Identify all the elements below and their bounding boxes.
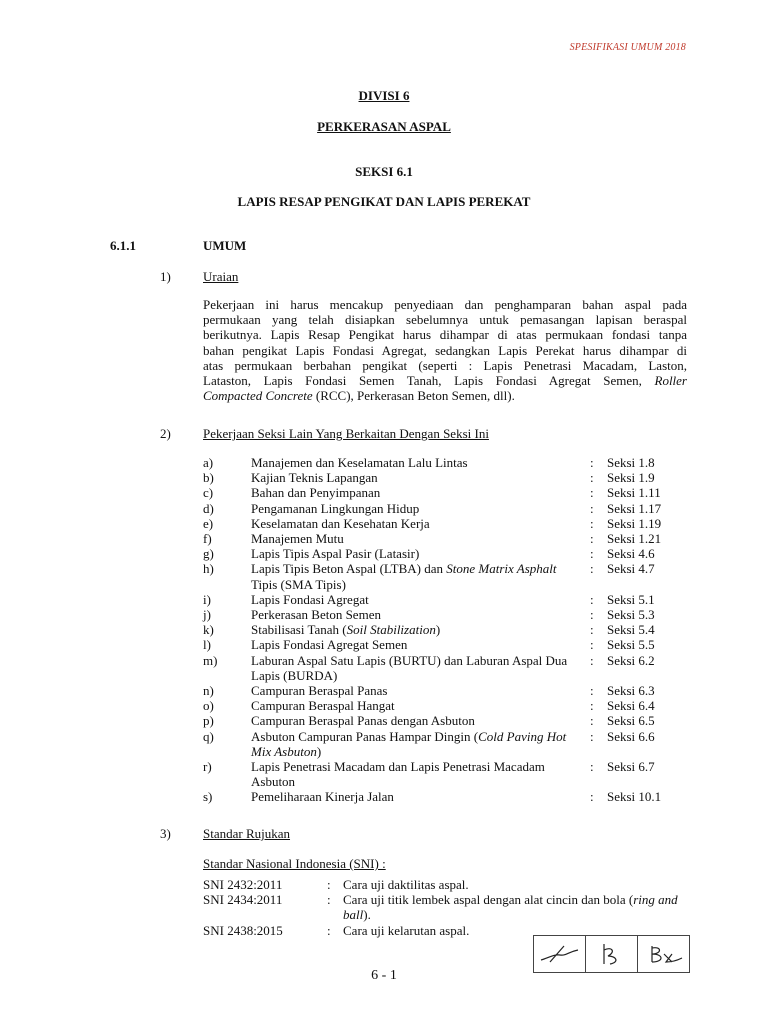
row-letter: o) (203, 698, 214, 714)
related-section-row (203, 470, 703, 485)
row-colon: : (590, 470, 594, 486)
row-section-ref: Seksi 6.5 (607, 713, 655, 729)
related-section-row (203, 683, 703, 698)
row-section-ref: Seksi 10.1 (607, 789, 662, 805)
row-colon: : (590, 500, 594, 516)
row-section-ref: Seksi 4.6 (607, 546, 655, 562)
signature-box (638, 936, 689, 972)
row-title: Lapis Tipis Aspal Pasir (Latasir) (251, 546, 420, 562)
row-letter: s) (203, 789, 213, 805)
item-number-2: 2) (160, 426, 171, 441)
row-title: Keselamatan dan Kesehatan Kerja (251, 515, 430, 531)
sni-description: Cara uji titik lembek aspal dengan alat cincin dan bola (ring and ball). (343, 892, 678, 923)
row-title: Lapis Fondasi Agregat Semen (251, 637, 408, 653)
row-title: Manajemen dan Keselamatan Lalu Lintas (251, 455, 468, 470)
related-section-row (203, 622, 703, 637)
sni-row (203, 892, 703, 922)
row-letter: l) (203, 637, 211, 653)
row-colon: : (590, 546, 594, 562)
row-letter: f) (203, 531, 212, 547)
row-colon: : (590, 698, 594, 714)
related-section-row (203, 501, 703, 516)
signature-icon (642, 940, 686, 968)
section-number: SEKSI 6.1 (355, 164, 413, 179)
row-colon: : (590, 515, 594, 531)
row-colon: : (590, 637, 594, 653)
row-section-ref: Seksi 6.4 (607, 698, 655, 714)
row-letter: e) (203, 515, 214, 531)
division-number: DIVISI 6 (358, 88, 410, 103)
sni-description: Cara uji daktilitas aspal. (343, 877, 469, 892)
related-section-row (203, 561, 703, 591)
row-title: Campuran Beraspal Panas (251, 683, 388, 699)
row-section-ref: Seksi 6.6 (607, 728, 655, 744)
row-colon: : (590, 713, 594, 729)
paragraph-line: Pekerjaan ini harus mencakup penyediaan dan penghamparan bahan aspal pada (203, 297, 687, 312)
subsection-number: 6.1.1 (110, 238, 136, 253)
paragraph-line: atas permukaan berbahan pengikat (seperti : Lapis Penetrasi Macadam, Laston, (203, 357, 687, 373)
row-title: Lapis Fondasi Agregat (251, 591, 369, 607)
row-section-ref: Seksi 6.3 (607, 683, 655, 699)
item-title-related: Pekerjaan Seksi Lain Yang Berkaitan Dengan Seksi Ini (203, 426, 489, 441)
row-letter: a) (203, 455, 214, 470)
paragraph-line: Lataston, Lapis Fondasi Semen Tanah, Lapis Fondasi Agregat Semen, Roller (203, 373, 687, 389)
related-section-row (203, 485, 703, 500)
signature-icon (590, 940, 634, 968)
row-colon: : (590, 455, 594, 470)
page-number: 6 - 1 (371, 968, 397, 983)
row-colon: : (590, 561, 594, 577)
row-title: Lapis Penetrasi Macadam dan Lapis Penetrasi Macadam Asbuton (251, 759, 545, 790)
related-section-row (203, 698, 703, 713)
related-section-row (203, 531, 703, 546)
row-section-ref: Seksi 6.7 (607, 759, 655, 775)
row-letter: n) (203, 683, 214, 699)
row-letter: d) (203, 500, 214, 516)
row-colon: : (590, 789, 594, 805)
row-section-ref: Seksi 1.19 (607, 515, 662, 531)
uraian-paragraph (203, 297, 687, 403)
row-section-ref: Seksi 1.9 (607, 470, 655, 486)
row-section-ref: Seksi 5.4 (607, 622, 655, 638)
sni-description: Cara uji kelarutan aspal. (343, 922, 470, 938)
row-title: Perkerasan Beton Semen (251, 607, 381, 623)
row-title: Kajian Teknis Lapangan (251, 470, 378, 486)
row-title: Campuran Beraspal Hangat (251, 698, 395, 714)
row-colon: : (590, 683, 594, 699)
row-letter: j) (203, 607, 211, 623)
row-colon: : (327, 922, 331, 938)
subsection-title: UMUM (203, 238, 247, 253)
row-colon: : (327, 877, 331, 892)
related-section-row (203, 653, 703, 683)
related-section-row (203, 592, 703, 607)
row-letter: m) (203, 652, 218, 668)
paragraph-line: bahan pengikat Lapis Fondasi Agregat, sedangkan Lapis Perekat harus dihampar di (203, 342, 687, 358)
signature-box (586, 936, 638, 972)
row-title: Laburan Aspal Satu Lapis (BURTU) dan Laburan Aspal Dua Lapis (BURDA) (251, 652, 568, 683)
row-letter: h) (203, 561, 214, 577)
row-section-ref: Seksi 5.5 (607, 637, 655, 653)
related-section-row (203, 789, 703, 804)
row-letter: r) (203, 759, 212, 775)
related-section-row (203, 637, 703, 652)
row-section-ref: Seksi 1.21 (607, 531, 662, 547)
sni-code: SNI 2438:2015 (203, 922, 283, 938)
row-letter: k) (203, 622, 214, 638)
sni-row (203, 877, 703, 892)
paragraph-line: berikutnya. Lapis Resap Pengikat harus dihampar di atas permukaan fondasi tanpa (203, 327, 687, 343)
related-sections-list (203, 455, 703, 805)
row-letter: p) (203, 713, 214, 729)
row-letter: g) (203, 546, 214, 562)
row-colon: : (590, 622, 594, 638)
related-section-row (203, 455, 703, 470)
related-section-row (203, 607, 703, 622)
division-title: PERKERASAN ASPAL (317, 119, 451, 134)
row-colon: : (590, 485, 594, 501)
row-title: Stabilisasi Tanah (Soil Stabilization) (251, 622, 441, 638)
related-section-row (203, 713, 703, 728)
row-section-ref: Seksi 1.8 (607, 455, 655, 470)
row-colon: : (327, 892, 331, 908)
section-title: LAPIS RESAP PENGIKAT DAN LAPIS PEREKAT (237, 194, 531, 209)
row-section-ref: Seksi 5.3 (607, 607, 655, 623)
row-title: Bahan dan Penyimpanan (251, 485, 381, 501)
row-colon: : (590, 759, 594, 775)
row-colon: : (590, 591, 594, 607)
row-title: Asbuton Campuran Panas Hampar Dingin (Cold Paving Hot Mix Asbuton) (251, 728, 567, 759)
sni-code: SNI 2434:2011 (203, 892, 283, 908)
row-colon: : (590, 531, 594, 547)
row-section-ref: Seksi 5.1 (607, 591, 655, 607)
sni-code: SNI 2432:2011 (203, 877, 283, 892)
row-section-ref: Seksi 4.7 (607, 561, 655, 577)
row-title: Lapis Tipis Beton Aspal (LTBA) dan Stone Matrix Asphalt Tipis (SMA Tipis) (251, 561, 557, 592)
row-letter: q) (203, 728, 214, 744)
related-section-row (203, 729, 703, 759)
row-colon: : (590, 607, 594, 623)
row-title: Pengamanan Lingkungan Hidup (251, 500, 420, 516)
row-colon: : (590, 652, 594, 668)
sni-list (203, 877, 703, 938)
signature-icon (538, 940, 582, 968)
signature-box (534, 936, 586, 972)
running-header: SPESIFIKASI UMUM 2018 (569, 42, 686, 53)
row-section-ref: Seksi 1.11 (607, 485, 661, 501)
item-number-1: 1) (160, 269, 171, 284)
related-section-row (203, 546, 703, 561)
sni-heading: Standar Nasional Indonesia (SNI) : (203, 856, 386, 871)
row-section-ref: Seksi 6.2 (607, 652, 655, 668)
row-title: Campuran Beraspal Panas dengan Asbuton (251, 713, 475, 729)
related-section-row (203, 759, 703, 789)
item-number-3: 3) (160, 826, 171, 841)
row-title: Manajemen Mutu (251, 531, 344, 547)
row-title: Pemeliharaan Kinerja Jalan (251, 789, 394, 805)
related-section-row (203, 516, 703, 531)
row-letter: c) (203, 485, 214, 501)
item-title-uraian: Uraian (203, 269, 239, 284)
item-title-standards: Standar Rujukan (203, 826, 291, 841)
paragraph-line: Compacted Concrete (RCC), Perkerasan Beton Semen, dll). (203, 388, 515, 404)
row-colon: : (590, 728, 594, 744)
paragraph-line: permukaan yang telah disiapkan sebelumnya untuk pemasangan lapisan beraspal (203, 312, 687, 328)
row-letter: i) (203, 591, 211, 607)
row-letter: b) (203, 470, 214, 486)
row-section-ref: Seksi 1.17 (607, 500, 662, 516)
